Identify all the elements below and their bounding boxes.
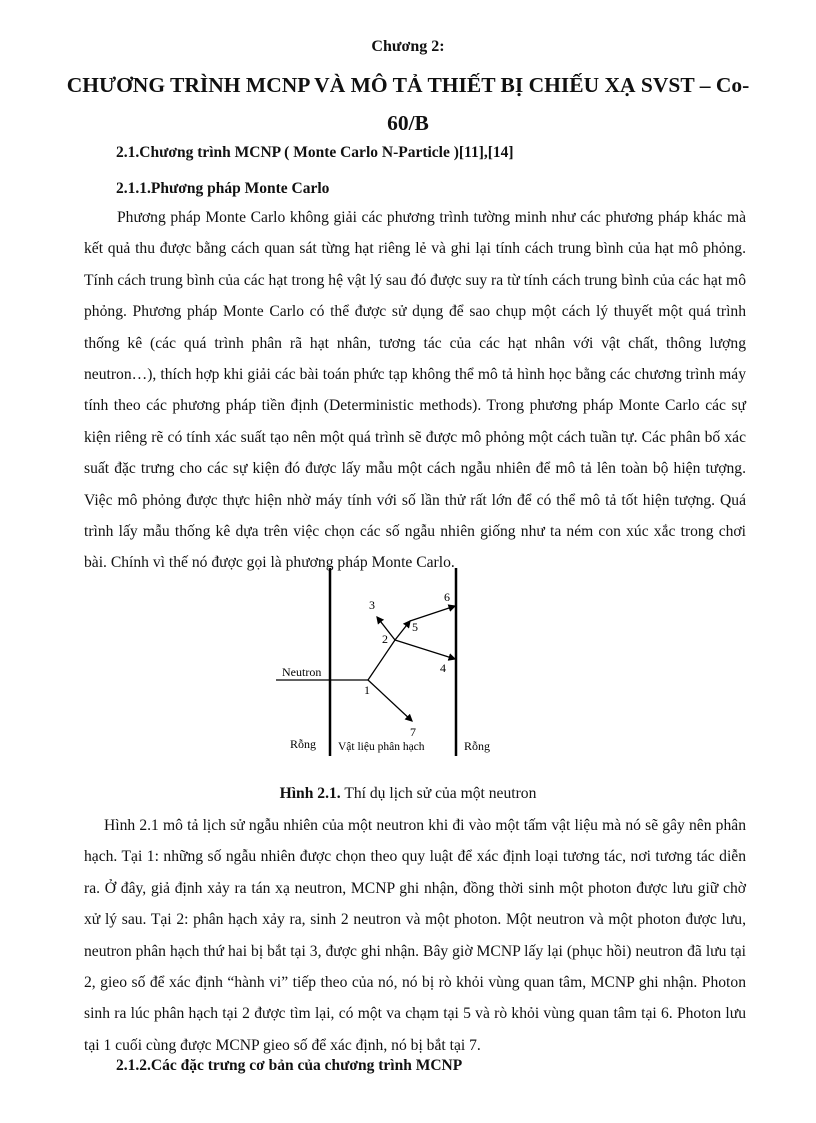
right-region-label: Rỗng	[464, 739, 491, 753]
point-5-label: 5	[412, 620, 418, 634]
point-7-label: 7	[410, 725, 416, 739]
track-2-5	[395, 621, 410, 640]
point-2-label: 2	[382, 632, 388, 646]
neutron-label: Neutron	[282, 665, 322, 679]
track-5-6	[410, 606, 455, 621]
caption-number: Hình 2.1.	[279, 785, 341, 802]
section-2-1-2-heading: 2.1.2.Các đặc trưng cơ bản của chương trình MCNP	[116, 1057, 463, 1074]
figure-neutron-history	[276, 564, 536, 764]
track-1-2	[368, 640, 395, 680]
point-3-label: 3	[369, 598, 375, 612]
track-2-4	[395, 640, 455, 659]
paragraph-monte-carlo: Phương pháp Monte Carlo không giải các phương trình tường minh như các phương pháp khác mà kết quả thu được bằng cách quan sát từng hạt riêng lẻ và ghi lại tính cách trung bình của hạt mô phỏng. Tính cách trung bình của các hạt trong hệ vật lý sau đó được suy ra từ tính cách trung bình của các hạt mô phỏng. Phương pháp Monte Carlo có thể được sử dụng để sao chụp một cách lý thuyết một quá trình thống kê (các quá trình phân rã hạt nhân, tương tác của các hạt nhân với vật chất, thông lượng neutron…), thích hợp khi giải các bài toán phức tạp không thể mô tả hình học bằng các chương trình máy tính theo các phương pháp tiền định (Deterministic methods). Trong phương pháp Monte Carlo các sự kiện riêng rẽ có tính xác suất tạo nên một quá trình sẽ được mô phỏng một cách tuần tự. Các phân bố xác suất đặc trưng cho các sự kiện đó được lấy mẫu một cách ngẫu nhiên để mô tả lên toàn bộ hiện tượng. Việc mô phỏng được thực hiện nhờ máy tính với số lần thử rất lớn để có thể mô tả tốt hiện tượng. Quá trình lấy mẫu thống kê dựa trên việc chọn các số ngẫu nhiên giống như ta ném con xúc xắc trong chơi bài. Chính vì thế nó được gọi là phương pháp Monte Carlo.	[84, 209, 746, 572]
section-2-1-1-heading: 2.1.1.Phương pháp Monte Carlo	[116, 180, 330, 197]
point-6-label: 6	[444, 590, 450, 604]
middle-region-label: Vật liệu phân hạch	[338, 741, 425, 753]
figure-caption	[0, 785, 816, 803]
chapter-heading: Chương 2:	[371, 38, 445, 55]
point-1-label: 1	[364, 683, 370, 697]
paragraph-figure-description: Hình 2.1 mô tả lịch sử ngẫu nhiên của một neutron khi đi vào một tấm vật liệu mà nó sẽ gây nên phân hạch. Tại 1: những số ngẫu nhiên được chọn theo quy luật để xác định loại tương tác, nơi tương tác diễn ra. Ở đây, giả định xảy ra tán xạ neutron, MCNP ghi nhận, đồng thời sinh một photon được lưu giữ chờ xử lý sau. Tại 2: phân hạch xảy ra, sinh 2 neutron và một photon. Một neutron và một photon được lưu, neutron phân hạch thứ hai bị bắt tại 3, được ghi nhận. Bây giờ MCNP lấy lại (phục hồi) neutron đã lưu tại 2, gieo số để xác định “hành vi” tiếp theo của nó, nó bị rò khỏi vùng quan tâm, MCNP ghi nhận. Photon sinh ra lúc phân hạch tại 2 được tìm lại, có một va chạm tại 5 và rò khỏi vùng quan tâm tại 6. Photon lưu tại 1 cuối cùng được MCNP gieo số để xác định, nó bị bắt tại 7.	[84, 817, 746, 1054]
section-2-1-heading: 2.1.Chương trình MCNP ( Monte Carlo N-Particle )[11],[14]	[116, 144, 514, 161]
neutron-history-diagram	[276, 564, 536, 764]
track-1-7	[368, 680, 412, 721]
caption-text: Thí dụ lịch sử của một neutron	[340, 785, 537, 802]
left-region-label: Rỗng	[290, 737, 317, 751]
chapter-title: CHƯƠNG TRÌNH MCNP VÀ MÔ TẢ THIẾT BỊ CHIẾU XẠ SVST – Co-60/B	[66, 73, 750, 135]
point-4-label: 4	[440, 661, 446, 675]
